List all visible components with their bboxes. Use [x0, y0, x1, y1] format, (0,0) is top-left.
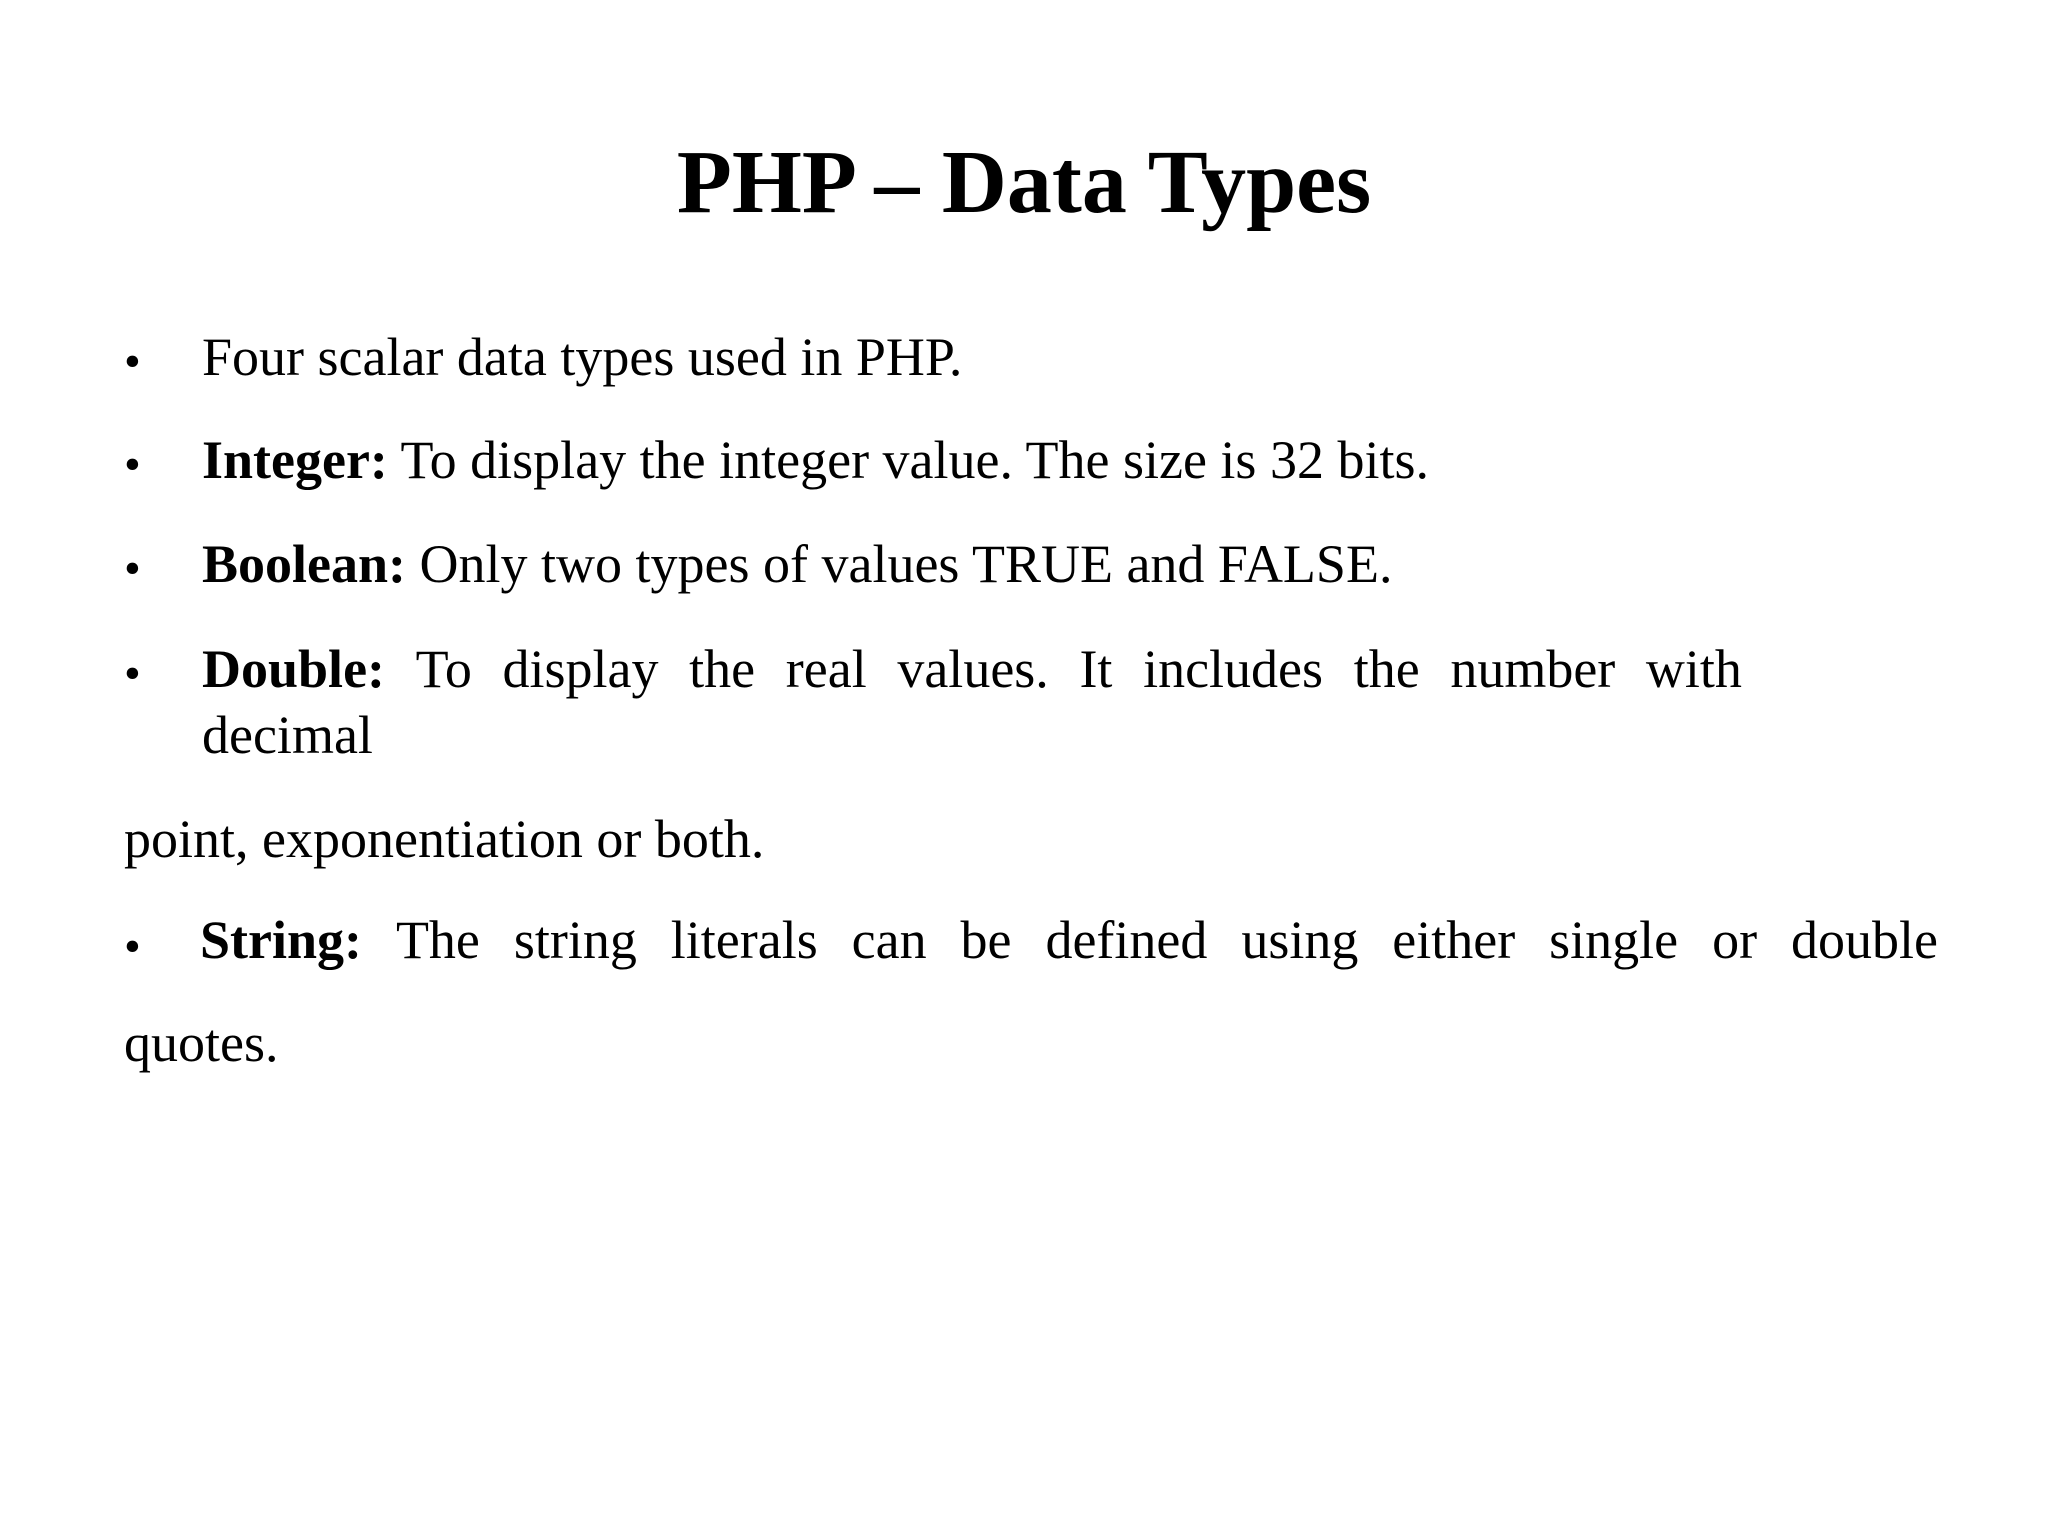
word: real [785, 639, 867, 699]
word: the [1353, 639, 1420, 699]
double-continuation: point, exponentiation or both. [124, 809, 765, 869]
word: It [1079, 639, 1113, 699]
word: includes [1143, 639, 1324, 699]
word: be [960, 910, 1012, 970]
bullet-integer [202, 430, 1429, 490]
bullet-icon: • [124, 438, 141, 491]
word: double [1791, 910, 1938, 970]
word: or [1712, 910, 1758, 970]
double-wrap-line: decimal [202, 705, 373, 765]
bullet-icon: • [124, 335, 141, 388]
word: either [1392, 910, 1516, 970]
bullet-icon: • [124, 647, 141, 700]
bullet-icon: • [124, 920, 141, 973]
double-term: Double: [202, 639, 386, 699]
boolean-description: Only two types of values TRUE and FALSE. [419, 534, 1393, 594]
word: To [415, 639, 472, 699]
slide-title: PHP – Data Types [676, 133, 1372, 232]
word: can [851, 910, 927, 970]
word: literals [670, 910, 818, 970]
bullet-double-line [202, 639, 1742, 699]
word: with [1645, 639, 1742, 699]
word: values. [897, 639, 1049, 699]
string-continuation: quotes. [124, 1013, 279, 1073]
bullet-string-line [200, 910, 1938, 970]
boolean-term: Boolean: [202, 534, 407, 594]
integer-description: To display the integer value. The size is 32 bits. [400, 430, 1429, 490]
word: number [1450, 639, 1616, 699]
bullet-icon: • [124, 542, 141, 595]
word: single [1549, 910, 1679, 970]
word: defined [1045, 910, 1208, 970]
word: display [502, 639, 659, 699]
bullet-boolean [202, 534, 1393, 594]
integer-term: Integer: [202, 430, 388, 490]
string-term: String: [200, 910, 362, 970]
bullet-intro-text: Four scalar data types used in PHP. [202, 327, 963, 387]
word: string [513, 910, 637, 970]
word: the [689, 639, 756, 699]
word: using [1241, 910, 1359, 970]
word: The [395, 910, 480, 970]
